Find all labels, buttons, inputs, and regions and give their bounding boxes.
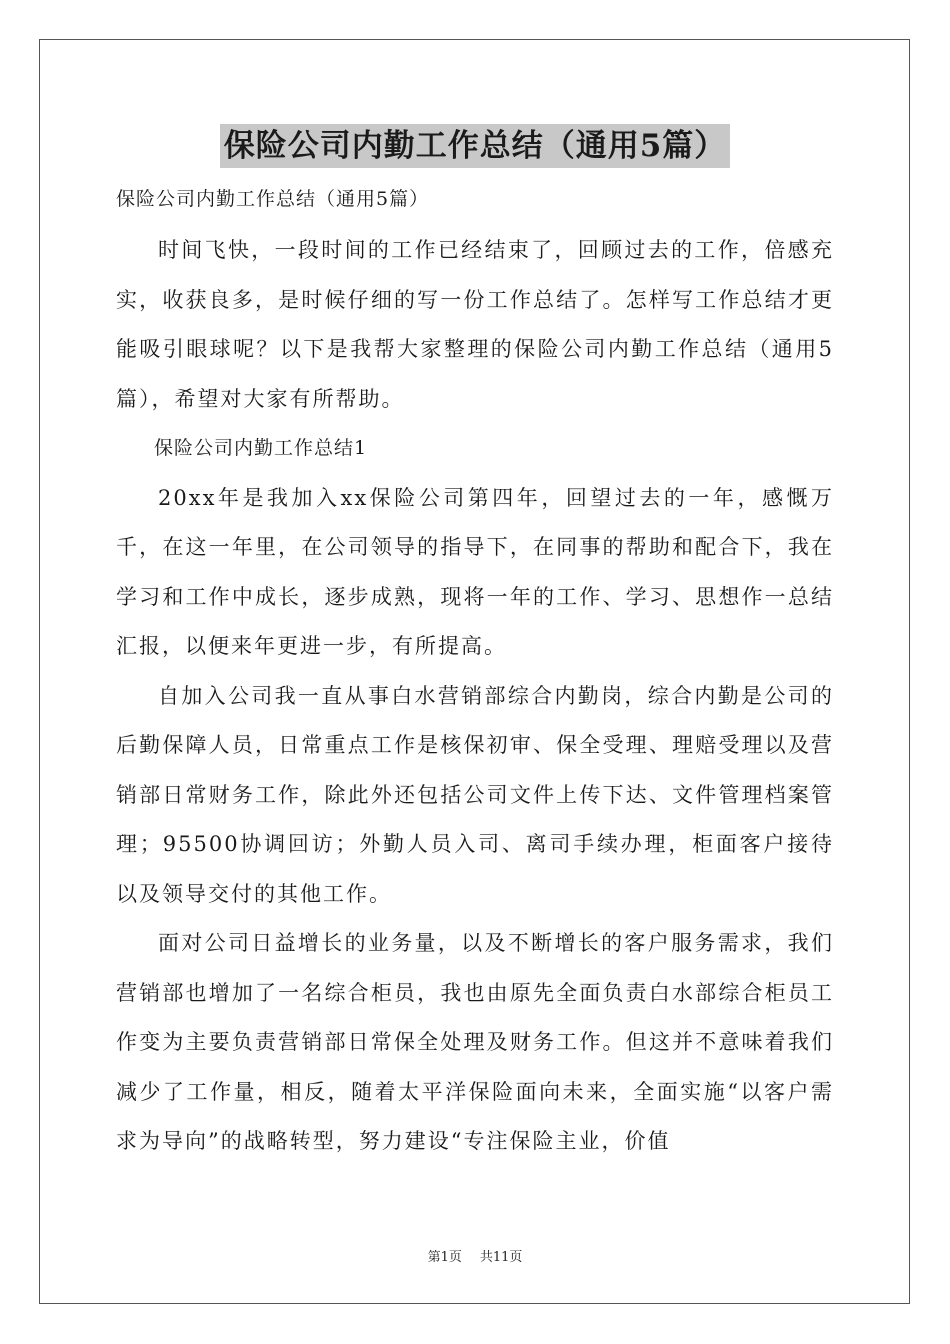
document-subtitle: 保险公司内勤工作总结（通用5篇） — [116, 188, 430, 210]
document-body — [116, 176, 834, 1167]
title-wrap — [0, 124, 950, 168]
body-paragraph-2: 自加入公司我一直从事白水营销部综合内勤岗，综合内勤是公司的后勤保障人员，日常重点工作是核保初审、保全受理、理赔受理以及营销部日常财务工作，除此外还包括公司文件上传下达、文件管理档案管理；95500协调回访；外勤人员入司、离司手续办理，柜面客户接待以及领导交付的其他工作。 — [116, 683, 834, 906]
page-footer — [0, 1246, 950, 1265]
body-paragraph-3: 面对公司日益增长的业务量，以及不断增长的客户服务需求，我们营销部也增加了一名综合柜员，我也由原先全面负责白水部综合柜员工作变为主要负责营销部日常保全处理及财务工作。但这并不意味着我们减少了工作量，相反，随着太平洋保险面向未来，全面实施“以客户需求为导向”的战略转型，努力建设“专注保险主业，价值 — [116, 931, 834, 1153]
section-heading-1: 保险公司内勤工作总结1 — [154, 437, 368, 459]
body-paragraph-1: 20xx年是我加入xx保险公司第四年，回望过去的一年，感慨万千，在这一年里，在公司领导的指导下，在同事的帮助和配合下，我在学习和工作中成长，逐步成熟，现将一年的工作、学习、思想作一总结汇报，以便来年更进一步，有所提高。 — [116, 485, 834, 658]
page-number: 第1页 — [427, 1250, 462, 1265]
document-title: 保险公司内勤工作总结（通用5篇） — [220, 124, 731, 168]
intro-paragraph: 时间飞快，一段时间的工作已经结束了，回顾过去的工作，倍感充实，收获良多，是时候仔细的写一份工作总结了。怎样写工作总结才更能吸引眼球呢？以下是我帮大家整理的保险公司内勤工作总结（通用5篇），希望对大家有所帮助。 — [116, 238, 834, 411]
page-total: 共11页 — [479, 1250, 523, 1265]
